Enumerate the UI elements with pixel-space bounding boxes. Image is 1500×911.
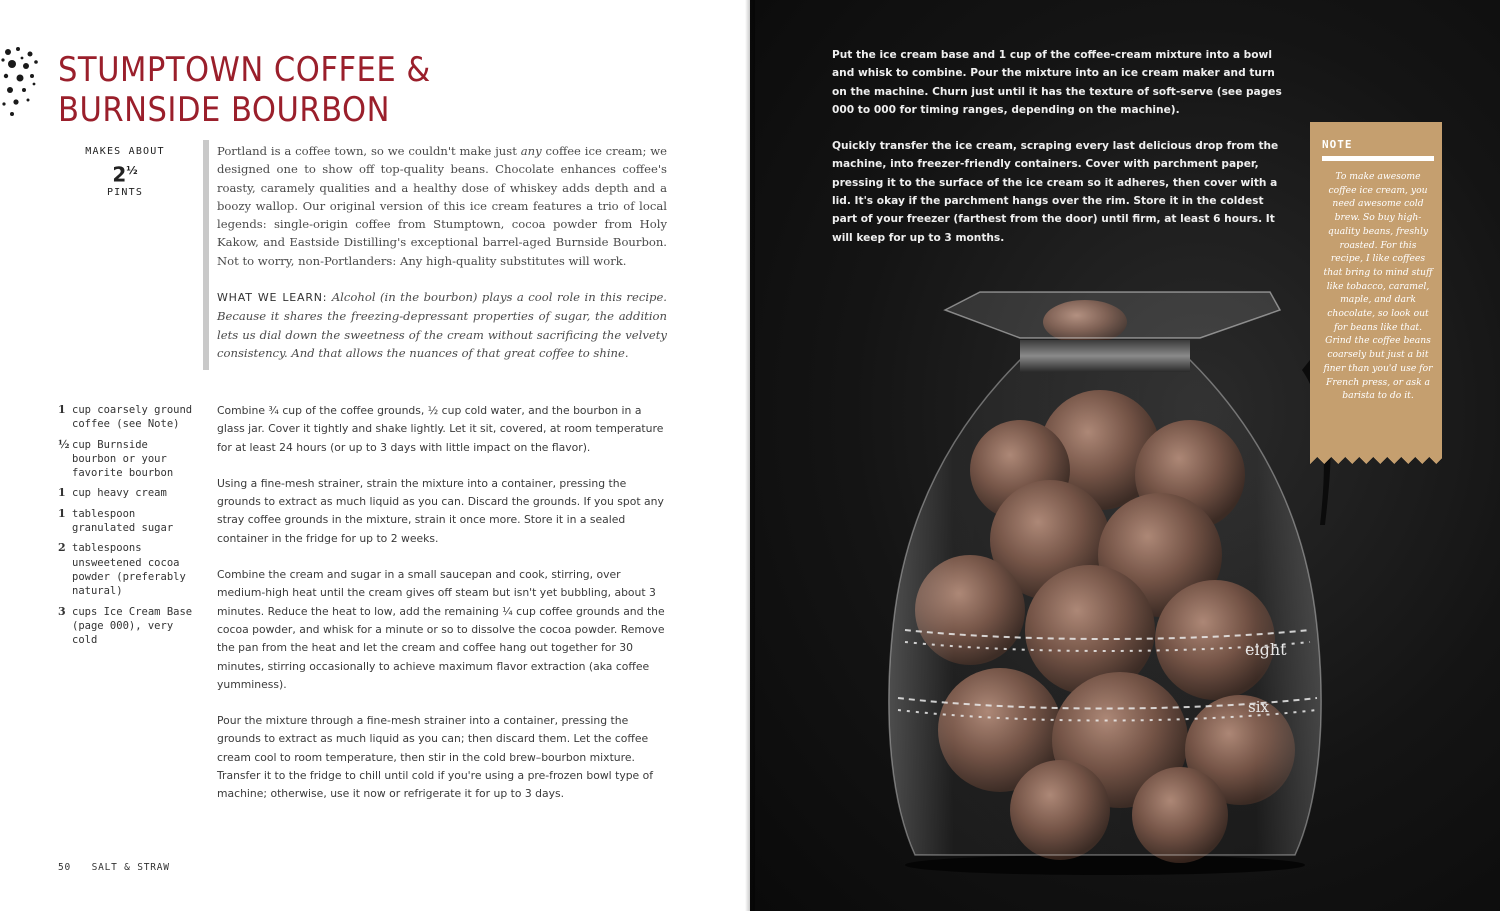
page-number: 50 [58, 862, 72, 873]
carafe-mark-eight: eight [1245, 640, 1287, 659]
note-ribbon-edge [1310, 450, 1442, 464]
ice-cream-carafe-photo [870, 280, 1340, 880]
method-steps [217, 402, 667, 822]
ingredient-text: cup coarsely ground coffee (see Note) [72, 404, 193, 431]
ingredient-item [58, 605, 198, 648]
intro-text-a: Portland is a coffee town, so we couldn't make just [217, 144, 521, 158]
carafe-collar [1020, 340, 1190, 372]
ingredient-text: cup Burnside bourbon or your favorite bourbon [72, 438, 174, 480]
recipe-title-line-1: STUMPTOWN COFFEE & [58, 50, 431, 90]
ingredient-text: tablespoon granulated sugar [72, 507, 174, 535]
ingredient-text: tablespoons unsweetened cocoa powder (preferably natural) [72, 542, 186, 598]
ingredient-qty: 1 [58, 506, 66, 520]
method-step: Quickly transfer the ice cream, scraping every last delicious drop from the machine, into freezer-friendly containers. Cover with parchment paper, pressing it to the surface of the ice cream so it adheres, then cover with a lid. It's okay if the parchment hangs over the rim. Store it in the coldest part of your freezer (farthest from the door) until firm, at least 6 hours. It will keep for up to 3 months. [832, 140, 1279, 244]
method-step: Put the ice cream base and 1 cup of the coffee-cream mixture into a bowl and whisk to combine. Pour the mixture into an ice cream maker and turn on the machine. Churn just until it has the texture of soft-serve (see pages 000 to 000 for timing ranges, depending on the machine). [832, 49, 1282, 116]
method-steps-continued [832, 46, 1282, 265]
yield-label-bottom: PINTS [106, 186, 144, 198]
note-body: To make awesome coffee ice cream, you need awesome cold brew. So buy high-quality beans, freshly roasted. For this recipe, I like coffees that bring to mind stuff like tobacco, caramel, maple, and dark chocolate, so look out for beans like that. Grind the coffee beans coarsely but just a bit finer than you'd use for French press, or ask a barista to do it. [1323, 171, 1433, 402]
book-gutter [745, 0, 755, 911]
ingredient-qty: ½ [58, 437, 70, 451]
ingredient-item [58, 507, 198, 536]
speckle-decoration [0, 44, 44, 124]
yield-amount-fraction: ½ [126, 164, 138, 177]
ingredient-qty: 1 [58, 486, 66, 500]
ingredient-qty: 2 [58, 541, 66, 555]
yield-amount [70, 159, 180, 187]
note-heading: NOTE [1322, 138, 1353, 151]
method-step: Combine the cream and sugar in a small saucepan and cook, stirring, over medium-high heat until the cream gives off steam but isn't yet bubbling, about 3 minutes. Reduce the heat to low, add the remaining ¼ cup coffee grounds and the cocoa powder, and whisk for a minute or so to dissolve the cocoa powder. Remove the pan from the heat and let the cream and coffee hang out together for 30 minutes, stirring occasionally to achieve maximum flavor extraction (aka coffee yumminess). [217, 568, 665, 691]
method-step: Pour the mixture through a fine-mesh strainer into a container, pressing the grounds to extract as much liquid as you can; then discard them. Let the coffee cream cool to room temperature, then stir in the cold brew–bourbon mixture. Transfer it to the fridge to chill until cold if you're using a pre-frozen bowl type of machine; otherwise, use it now or refrigerate it for up to 3 days. [217, 714, 654, 801]
ingredient-qty: 1 [58, 403, 66, 416]
ingredient-item [58, 541, 198, 598]
ingredient-text: cups Ice Cream Base (page 000), very cold [72, 605, 193, 647]
recipe-title [58, 50, 431, 130]
ingredient-item [58, 403, 198, 432]
recipe-title-line-2: BURNSIDE BOURBON [58, 90, 390, 130]
what-we-learn [217, 288, 667, 362]
ingredient-text: cup heavy cream [72, 487, 167, 500]
carafe-mark-six: six [1248, 698, 1269, 716]
ingredient-item [58, 438, 198, 481]
note-rule [1322, 156, 1434, 161]
recipe-intro [217, 142, 667, 380]
ingredient-qty: 3 [58, 604, 66, 618]
yield-amount-whole: 2 [112, 162, 127, 187]
recipe-yield [70, 146, 180, 198]
page-footer [58, 862, 170, 873]
method-step: Combine ¾ cup of the coffee grounds, ½ cup cold water, and the bourbon in a glass jar. Cover it tightly and shake lightly. Let it sit, covered, at room temperature for at least 24 hours (or up to 3 days with little impact on the flavor). [217, 404, 664, 454]
yield-label-top: MAKES ABOUT [85, 146, 165, 157]
ingredients-list [58, 403, 198, 653]
intro-paragraph [217, 142, 667, 270]
ingredient-item [58, 486, 198, 500]
intro-text-b: coffee ice cream; we designed one to show off top-quality beans. Chocolate enhances coffee's roasty, caramely qualities and a healthy dose of whiskey adds depth and a boozy wallop. Our original version of this ice cream features a trio of local legends: single-origin coffee from Stumptown, cocoa powder from Holy Kakow, and Eastside Distilling's exceptional barrel-aged Burnside Bourbon. Not to worry, non-Portlanders: Any high-quality substitutes will work. [217, 144, 667, 268]
note-tag [1310, 122, 1442, 452]
what-we-learn-text: Alcohol (in the bourbon) plays a cool role in this recipe. Because it shares the freezing-depressant properties of sugar, the addition lets us dial down the sweetness of the cream without sacrificing the velvety consistency. And that allows the nuances of that great coffee to shine. [217, 290, 667, 360]
book-title: SALT & STRAW [91, 862, 170, 873]
what-we-learn-label: WHAT WE LEARN: [217, 291, 328, 305]
intro-text-emphasis: any [520, 144, 542, 158]
method-step: Using a fine-mesh strainer, strain the mixture into a container, pressing the grounds to extract as much liquid as you can. Discard the grounds. If you spot any stray coffee grounds in the mixture, strain it once more. Store it in a sealed container in the fridge for up to 2 weeks. [217, 476, 664, 545]
intro-side-bar [203, 140, 209, 370]
